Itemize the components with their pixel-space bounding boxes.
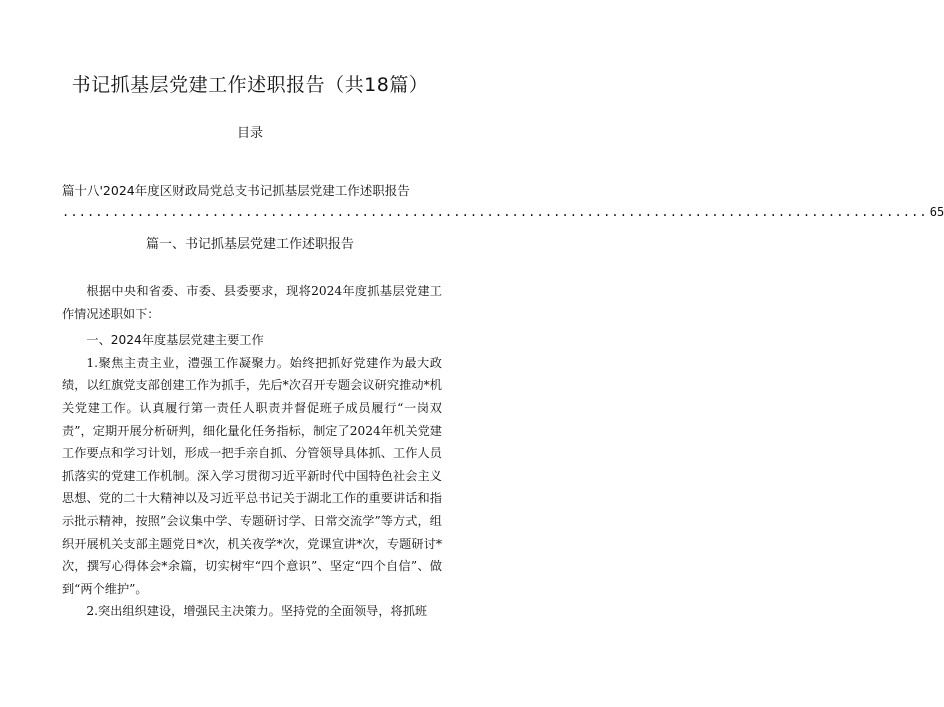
document-title: 书记抓基层党建工作述职报告（共18篇） bbox=[71, 74, 429, 96]
toc-entry-leader bbox=[62, 204, 944, 220]
body-paragraph-2: 2.突出组织建设，增强民主决策力。坚持党的全面领导，将抓班 bbox=[86, 604, 428, 619]
toc-entry-page[interactable]: 65 bbox=[929, 205, 944, 219]
section-heading: 一、2024年度基层党建主要工作 bbox=[86, 333, 264, 348]
body-paragraph-intro: 根据中央和省委、市委、县委要求，现将2024年度抓基层党建工作情况述职如下： bbox=[62, 284, 442, 321]
toc-dot-leader: ........................................................................................................ bbox=[62, 205, 928, 219]
chapter-heading: 篇一、书记抓基层党建工作述职报告 bbox=[145, 237, 354, 252]
toc-entry-label[interactable]: 篇十八'2024年度区财政局党总支书记抓基层党建工作述职报告 bbox=[62, 183, 410, 198]
toc-heading: 目录 bbox=[236, 126, 263, 141]
body-paragraph-1: 1.聚焦主责主业，澧强工作凝聚力。始终把抓好党建作为最大政绩，以红旗党支部创建工作为抓手，先后*次召开专题会议研究推动*机关党建工作。认真履行第一责任人职责并督促班子成员履行“一岗双责”，定期开展分析研判，细化量化任务指标，制定了2024年机关党建工作要点和学习计划，形成一把手亲自抓、分管领导具体抓、工作人员抓落实的党建工作机制。深入学习贯彻习近平新时代中国特色社会主义思想、党的二十大精神以及习近平总书记关于湖北工作的重要讲话和指示批示精神，按照”会议集中学、专题研讨学、日常交流学”等方式，组织开展机关支部主题党日*次，机关夜学*次，党课宣讲*次，专题研讨*次，撰写心得体会*余篇，切实树牢“四个意识”、坚定“四个自信”、做到“两个维护”。 bbox=[62, 355, 442, 596]
document-body bbox=[62, 280, 442, 623]
